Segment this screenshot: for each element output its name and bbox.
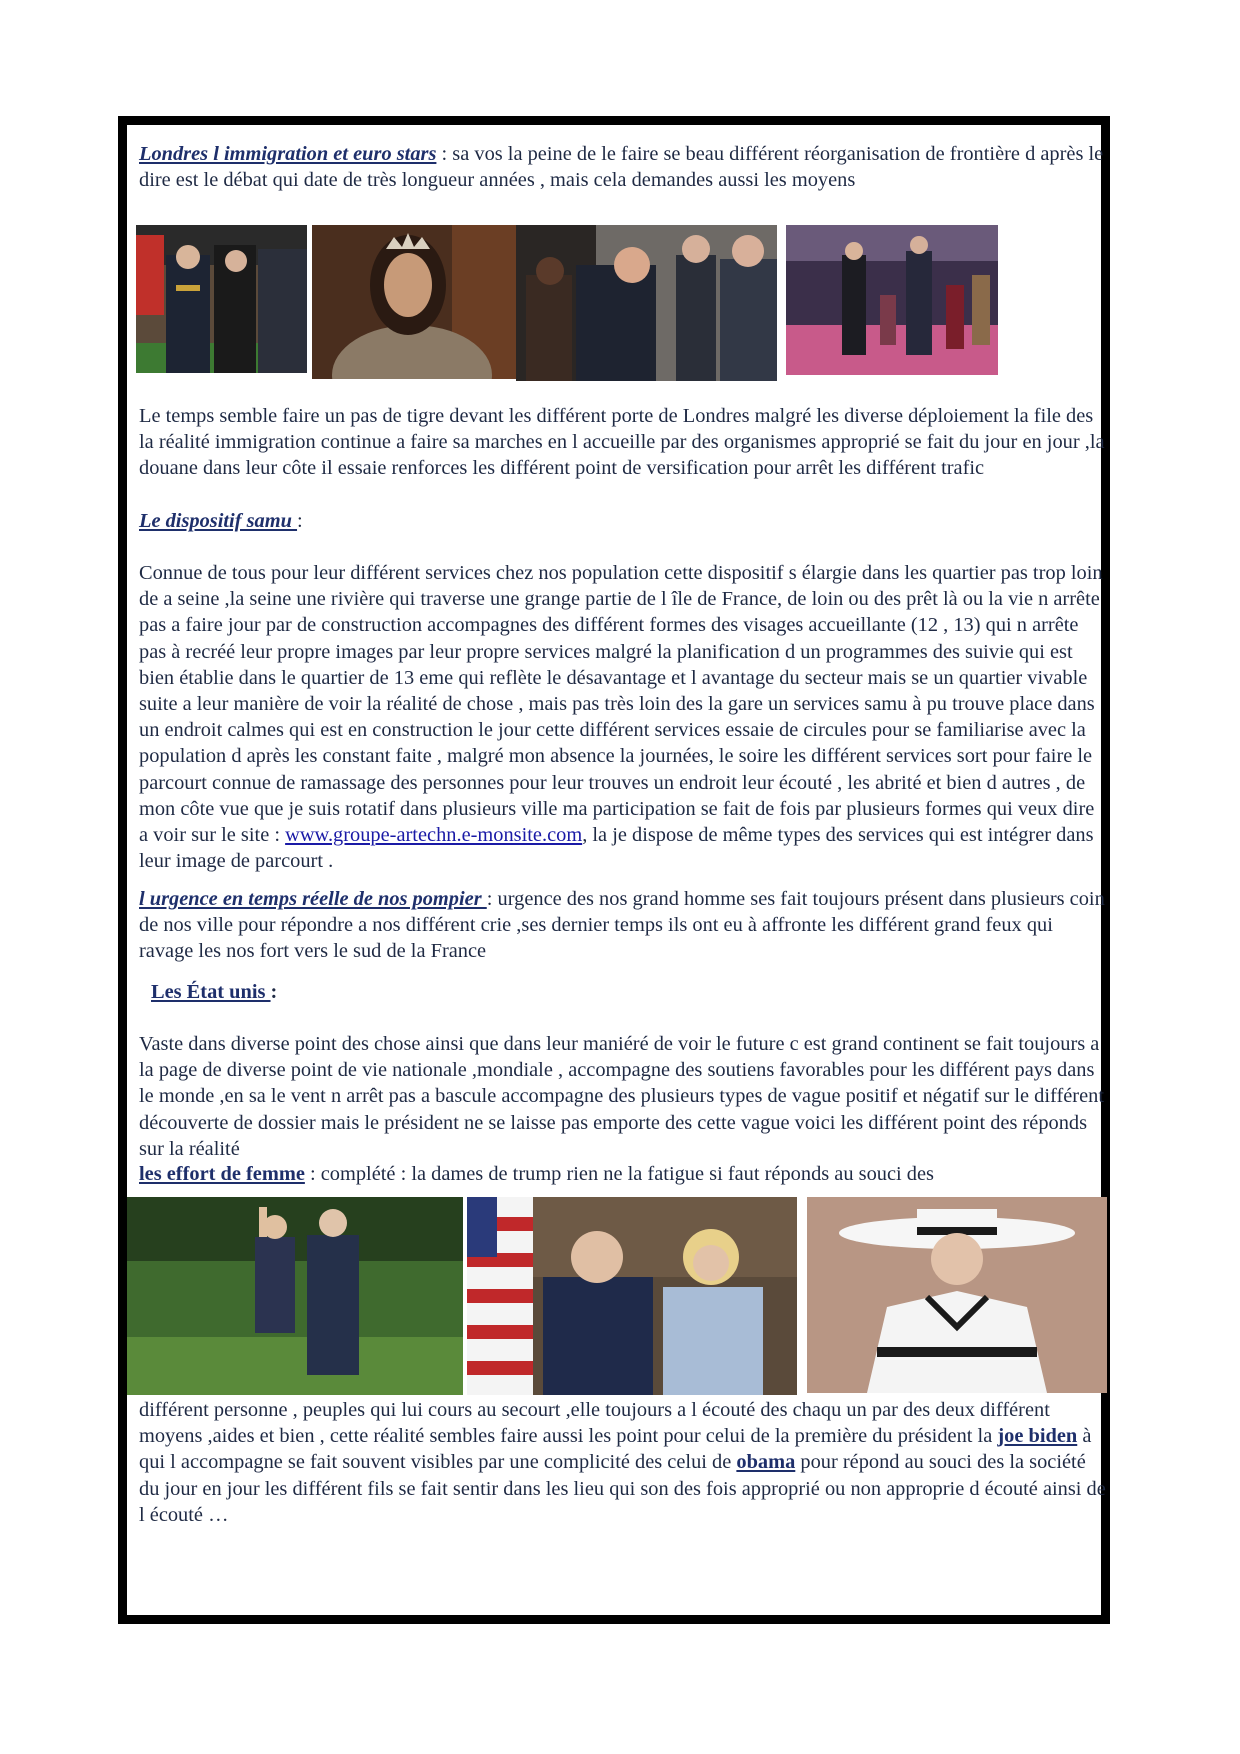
crowned-woman-portrait-photo	[312, 225, 516, 379]
intro-text: sa vos la peine de le faire se beau différent réorganisation de frontière d après le dire est le débat qui date de très longueur années , mais cela demandes aussi les moyens	[139, 143, 1104, 192]
firefighters-paragraph: l urgence en temps réelle de nos pompier : urgence des nos grand homme ses fait toujours présent dans plusieurs coin de nos ville pour répondre a nos différent crie ,ses dernier temps ils ont eu à affronte les différent grand feux qui ravage les nos fort vers le sud de la France	[139, 888, 1105, 963]
usa-heading-line: Les État unis :	[151, 981, 278, 1003]
man-in-suit-escorted-photo	[516, 225, 777, 381]
samu-heading-line: Le dispositif samu :	[139, 510, 303, 532]
london-paragraph: Le temps semble faire un pas de tigre devant les différent porte de Londres malgré les diverse déploiement la file des la réalité immigration continue a faire sa marches en l accueille par des organismes approprié se fait du jour en jour ,la douane dans leur côte il essaie renforces les différent point de versification pour arrêt les différent trafic	[139, 405, 1105, 480]
firefighters-heading: l urgence en temps réelle de nos pompier	[139, 888, 487, 910]
red-carpet-family-photo	[786, 225, 998, 375]
women-effort-heading: les effort de femme	[139, 1163, 305, 1185]
couple-walking-on-lawn-photo	[127, 1197, 463, 1395]
samu-paragraph: Connue de tous pour leur différent services chez nos population cette dispositif s élargie dans les quartier pas trop loin de a seine ,la seine une rivière qui traverse une grange partie de l île de France, de loin ou des prêt là ou la vie n arrête pas a faire jour par de construction accompagnes des différent formes des visages accueillante (12 , 13) qui n arrête pas à recréé leur propre images par leur propre services malgré la planification d un programmes des suivie qui est bien établie dans le quartier de 13 eme qui reflète le désavantage et l avantage du secteur mais se un quartier vivable suite a leur manière de voir la réalité de chose , mais pas très loin des la gare un services samu à pu trouve place dans un endroit calmes qui est en construction le jour cette différent services essaie de circules pour se familiarise avec la population d après les constant faite , malgré mon absence la journées, le soire les différent services sort pour faire le parcourt connue de ramassage des personnes pour leur trouves un endroit leur écouté , les abrité et bien d autres , de mon côte vue que je suis rotatif dans plusieurs ville ma participation se fait de fois par plusieurs formes qui veux dire a voir sur le site : www.groupe-artechn.e-monsite.com, la je dispose de même types des services qui est intégrer dans leur image de parcourt .	[139, 562, 1103, 873]
women-effort-line: les effort de femme : complété : la dames de trump rien ne la fatigue si faut réponds au souci des	[139, 1163, 934, 1185]
page-frame	[118, 116, 1110, 1624]
samu-heading: Le dispositif samu	[139, 510, 298, 532]
obama-name: obama	[736, 1451, 796, 1474]
couple-smiling-with-flag-photo	[467, 1197, 797, 1395]
joe-biden-name: joe biden	[997, 1425, 1078, 1448]
website-link[interactable]: www.groupe-artechn.e-monsite.com	[285, 824, 583, 847]
woman-in-white-hat-photo	[807, 1197, 1107, 1393]
intro-paragraph: Londres l immigration et euro stars : sa vos la peine de le faire se beau différent réorganisation de frontière d après le dire est le débat qui date de très longueur années , mais cela demandes aussi les moyens	[139, 143, 1104, 192]
usa-heading: Les État unis	[151, 981, 271, 1003]
usa-paragraph: Vaste dans diverse point des chose ainsi que dans leur maniéré de voir le future c est grand continent se fait toujours a la page de diverse point de vie nationale ,mondiale , accompagne des soutiens favorables pour les différent pays dans le monde ,en sa le vent n arrêt pas a bascule accompagne des plusieurs types de vague positif et négatif sur le différent découverte de dossier mais le président ne se laisse pas emporte des cette vague voici les différent point des réponds sur la réalité	[139, 1033, 1105, 1160]
royal-guards-photo	[136, 225, 307, 373]
london-heading: Londres l immigration et euro stars	[139, 143, 437, 165]
closing-paragraph: différent personne , peuples qui lui cours au secourt ,elle toujours a l écouté des chaqu un par des deux différent moyens ,aides et bien , cette réalité sembles faire aussi les point pour celui de la première du président la joe biden à qui l accompagne se fait souvent visibles par une complicité des celui de obama pour répond au souci des la société du jour en jour les différent fils se fait sentir dans les lieu qui son des fois approprié ou non approprie d écouté ainsi de l écouté …	[139, 1399, 1106, 1526]
